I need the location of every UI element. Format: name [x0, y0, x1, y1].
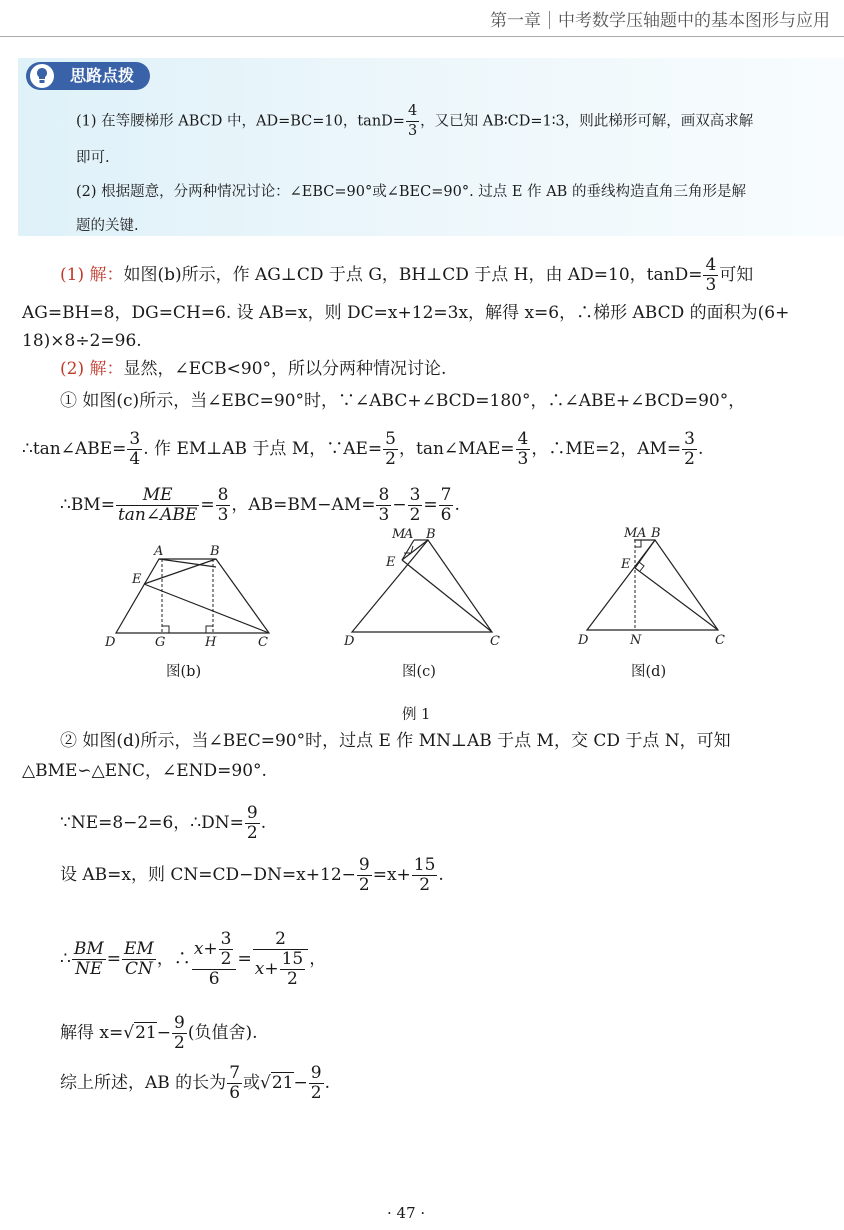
header-separator	[549, 11, 550, 29]
solution-2-line-1	[60, 358, 446, 380]
solution-text: 如图(b)所示，作 AG⊥CD 于点 G，BH⊥CD 于点 H，由 AD=10，tanD=	[123, 265, 703, 285]
page-number: · 47 ·	[387, 1204, 426, 1222]
hint-text: ，又已知 AB∶CD=1∶3，则此梯形可解，画双高求解	[420, 113, 754, 130]
figure-d-caption: 图(d)	[631, 664, 667, 680]
solution-text: 显然，∠ECB<90°，所以分两种情况讨论.	[123, 359, 447, 379]
hint-box	[18, 58, 844, 236]
point-label: B	[426, 527, 436, 542]
hint-text: 即可.	[76, 150, 110, 166]
point-label: G	[155, 635, 166, 650]
solution-1-line-1	[60, 256, 753, 295]
header-rule	[0, 36, 844, 37]
point-label: E	[132, 572, 142, 587]
point-label: B	[651, 526, 661, 541]
point-label: M	[624, 526, 638, 541]
fraction: $\frac{4}{3}$	[407, 103, 418, 139]
case-2-line-1: ② 如图(d)所示，当∠BEC=90°时，过点 E 作 MN⊥AB 于点 M，交 CD 于点 N，可知	[60, 731, 731, 751]
point-label: D	[344, 634, 355, 649]
case-2-line-2: △BME∽△ENC，∠END=90°.	[22, 761, 267, 781]
figure-c-caption: 图(c)	[402, 664, 436, 680]
case-2-line-3: ∵NE=8−2=6，∴DN= $\frac{9}{2}$ .	[60, 803, 267, 843]
point-label: E	[621, 557, 631, 572]
point-label: E	[386, 555, 396, 570]
case-2-line-4: 设 AB=x，则 CN=CD−DN=x+12− $\frac{9}{2}$ =x+ $\frac{15}{2}$ .	[60, 855, 444, 895]
point-label: M	[392, 527, 406, 542]
header-chapter: 第一章	[490, 11, 541, 31]
point-label: N	[630, 633, 642, 648]
running-header	[490, 6, 830, 31]
figure-b	[100, 540, 290, 650]
figure-d	[575, 520, 745, 650]
solution-1-line-3: 18)×8÷2=96.	[22, 331, 142, 351]
hint-paragraph-2: (2) 根据题意，分两种情况讨论：∠EBC=90°或∠BEC=90°. 过点 E 作 AB 的垂线构造直角三角形是解	[76, 184, 746, 200]
lightbulb-icon	[30, 64, 54, 88]
point-label: D	[578, 633, 589, 648]
conclusion-line: 综上所述，AB 的长为 $\frac{7}{6}$ 或√21− $\frac{9}{2}$ .	[60, 1063, 330, 1103]
example-caption: 例 1	[402, 707, 431, 723]
header-title: 中考数学压轴题中的基本图形与应用	[558, 11, 830, 31]
hint-title: 思路点拨	[70, 66, 135, 85]
point-label: C	[258, 635, 268, 650]
point-label: A	[154, 544, 164, 559]
case-1-line-3: ∴BM= $\frac{ME}{\text{tan∠ABE}}$ = $\frac{8}{3}$ ，AB=BM−AM= $\frac{8}{3}$ − $\frac{3}{2}$ = $\frac{7}{6}$ .	[60, 485, 460, 525]
figure-b-caption: 图(b)	[166, 664, 202, 680]
hint-title-badge	[26, 62, 150, 90]
point-label: C	[490, 634, 500, 649]
point-label: A	[404, 527, 414, 542]
solution-label: (1) 解：	[60, 265, 124, 285]
point-label: A	[637, 526, 647, 541]
point-label: C	[715, 633, 725, 648]
case-1-line-1: ① 如图(c)所示，当∠EBC=90°时，∵∠ABC+∠BCD=180°，∴∠ABE+∠BCD=90°，	[60, 391, 746, 411]
hint-text: 题的关键.	[76, 218, 139, 234]
figure-c	[340, 520, 510, 650]
solution-text: 可知	[719, 265, 754, 285]
hint-paragraph-1	[76, 102, 824, 141]
hint-text: (1) 在等腰梯形 ABCD 中，AD=BC=10，tanD=	[76, 113, 405, 130]
point-label: B	[210, 544, 220, 559]
solution-1-line-2: AG=BH=8，DG=CH=6. 设 AB=x，则 DC=x+12=3x，解得 x=6，∴梯形 ABCD 的面积为(6+	[22, 303, 790, 323]
solution-label: (2) 解：	[60, 359, 124, 379]
point-label: H	[205, 635, 217, 650]
case-1-line-2: ∴tan∠ABE= $\frac{3}{4}$ . 作 EM⊥AB 于点 M，∵AE= $\frac{5}{2}$ ，tan∠MAE= $\frac{4}{3}$ ，∴ME=2，AM= $\frac{3}{2}$ .	[22, 429, 704, 469]
case-2-line-5: ∴ $\frac{BM}{NE}$ = $\frac{EM}{CN}$ ，∴ x+ $\frac{3}{2}$ 6 = 2 x+ $\frac{15}{2}$ ，	[60, 929, 327, 989]
point-label: D	[105, 635, 116, 650]
case-2-line-6: 解得 x=√21− $\frac{9}{2}$ (负值舍).	[60, 1013, 258, 1053]
fraction: $\frac{4}{3}$	[705, 255, 717, 295]
